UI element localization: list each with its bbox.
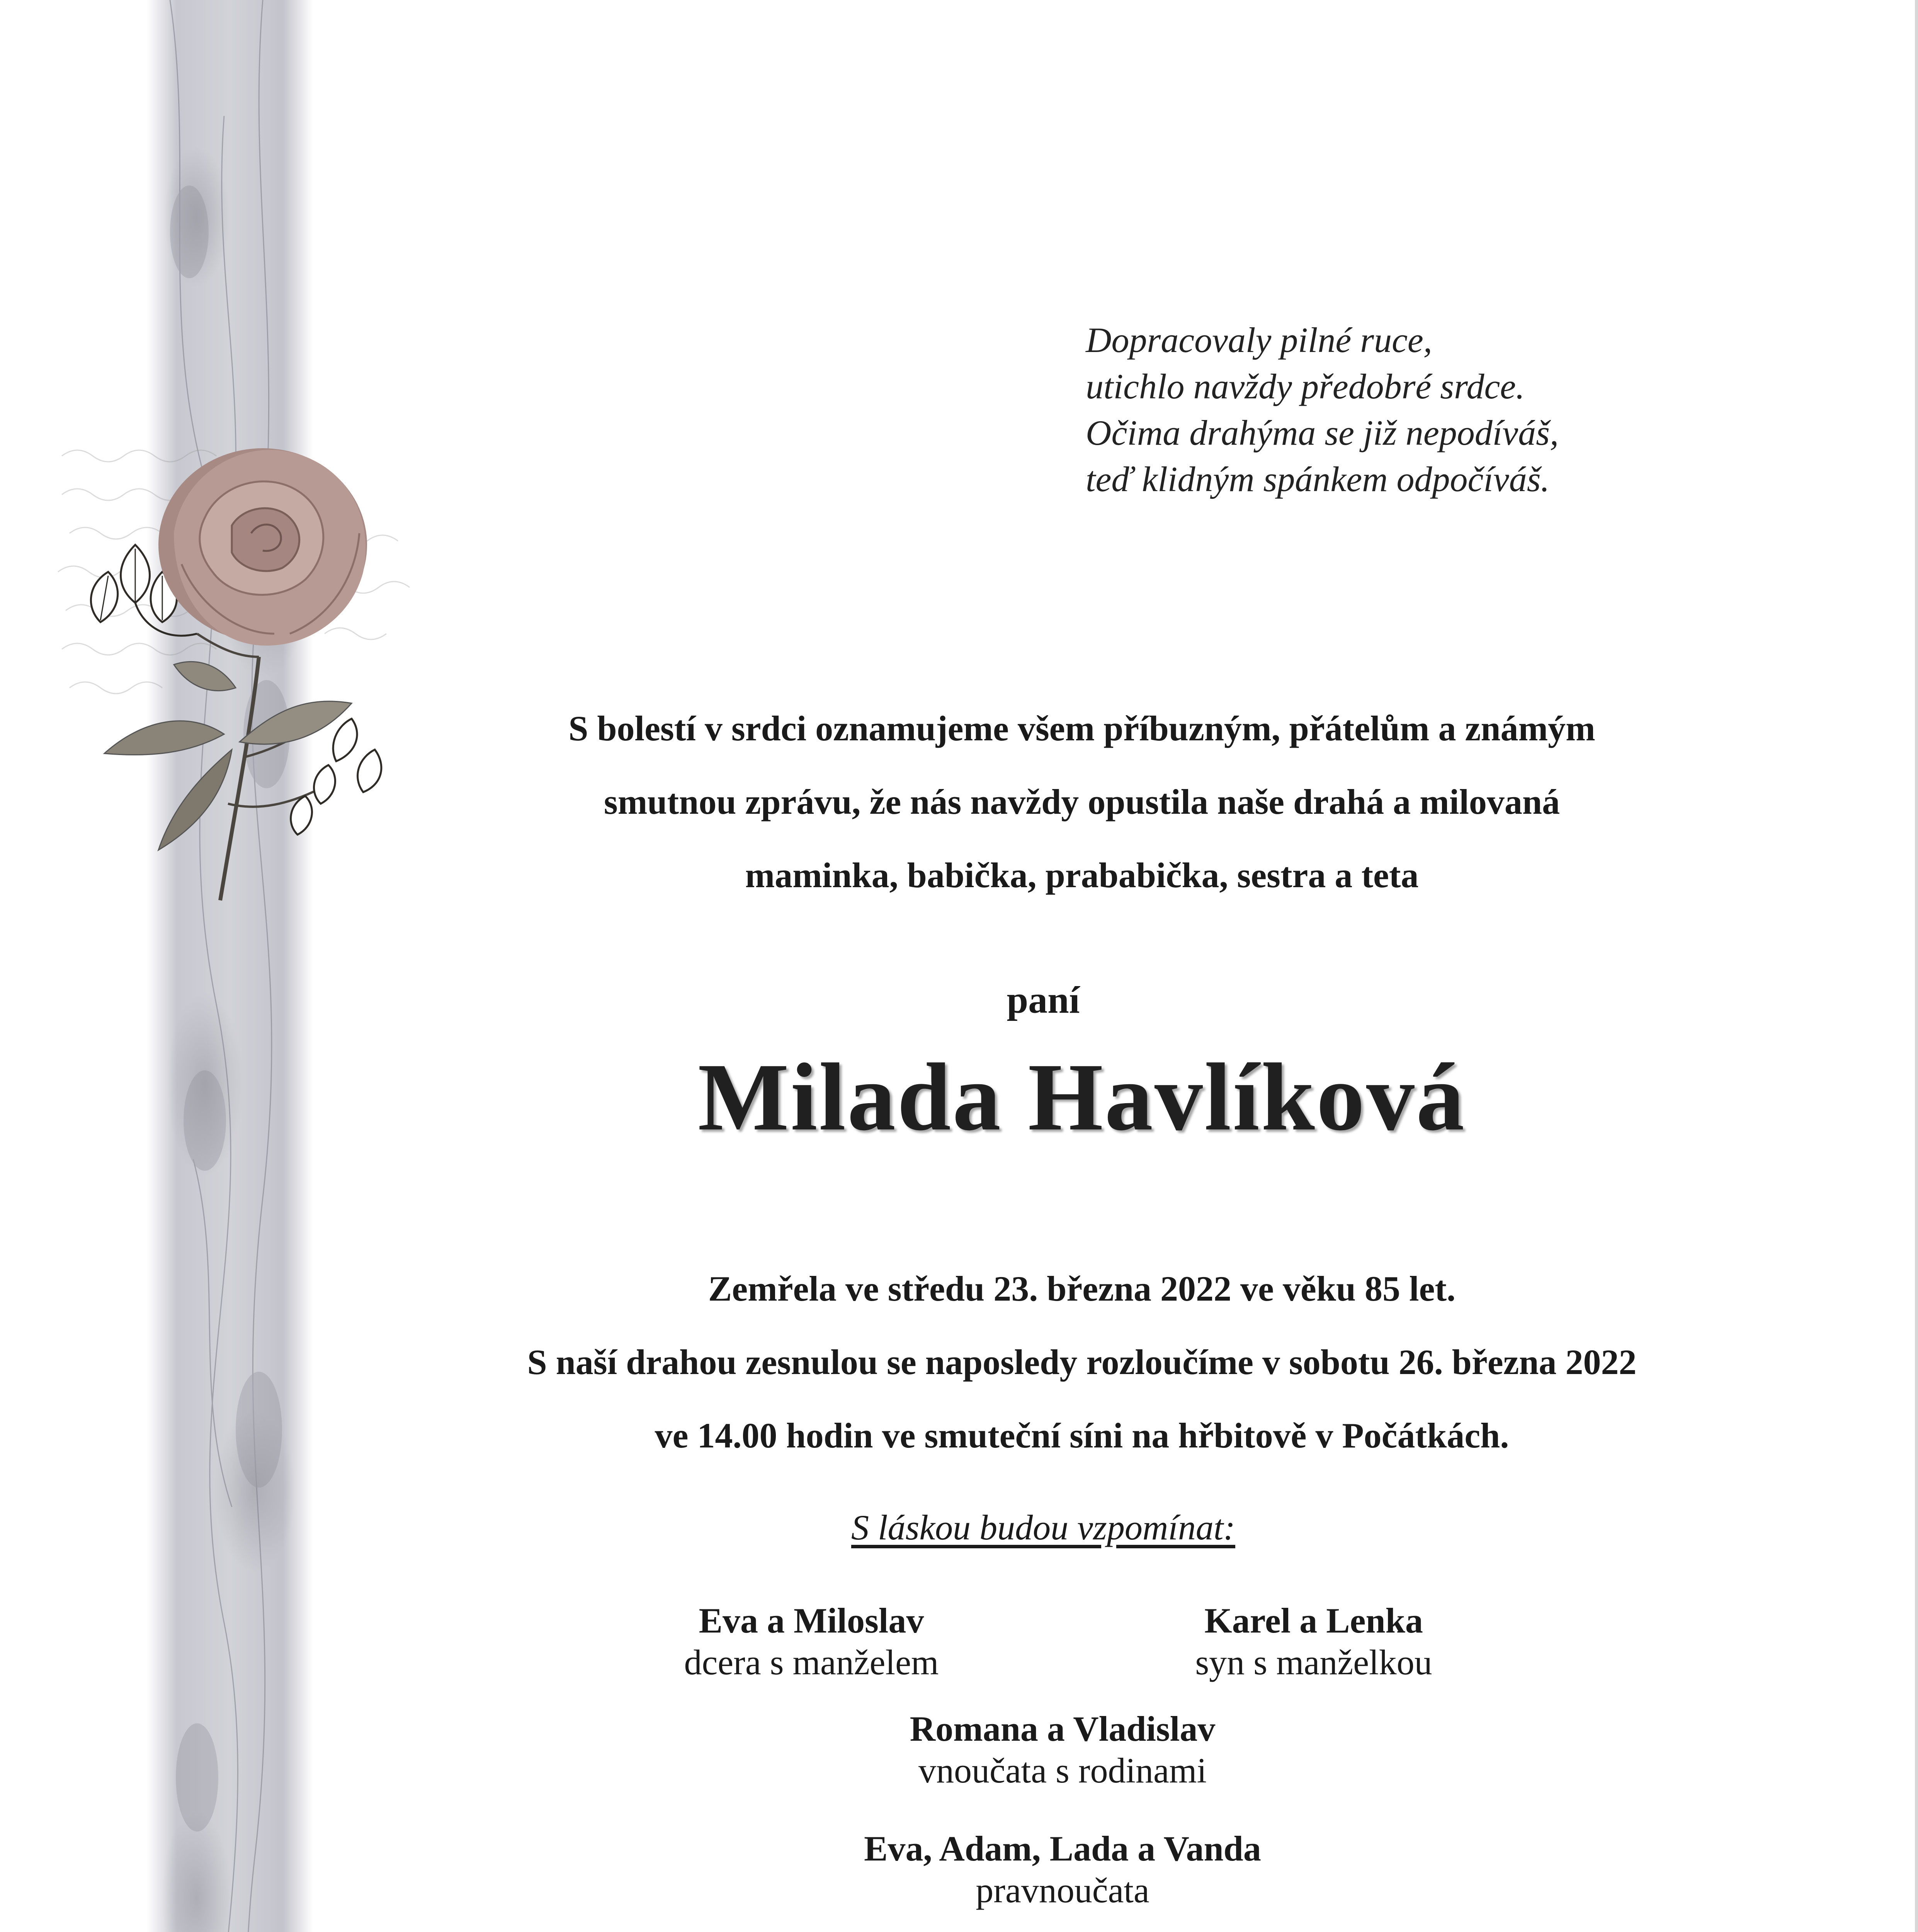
announcement-line: smutnou zprávu, že nás navždy opustila naše drahá a milovaná — [604, 782, 1560, 821]
marble-veins-decoration — [147, 0, 313, 1932]
poem-verse — [1086, 317, 1704, 502]
poem-line: Dopracovaly pilné ruce, — [1086, 320, 1432, 360]
mourner-name: Eva, Adam, Lada a Vanda — [864, 1829, 1261, 1868]
remember-heading: S láskou budou vzpomínat: — [851, 1508, 1236, 1547]
mourner-relation: dcera s manželem — [684, 1643, 939, 1682]
page-edge — [1915, 0, 1918, 1932]
poem-line: teď klidným spánkem odpočíváš. — [1086, 459, 1550, 499]
mourner-name: Romana a Vladislav — [910, 1709, 1216, 1748]
mourner-entry — [1043, 1600, 1584, 1683]
deceased-name: Milada Havlíková — [698, 1044, 1466, 1151]
poem-line: utichlo navždy předobré srdce. — [1086, 367, 1525, 406]
poem-line: Očima drahýma se již nepodíváš, — [1086, 413, 1559, 452]
announcement-text — [425, 692, 1739, 912]
details-line: Zemřela ve středu 23. března 2022 ve věku 85 let. — [708, 1269, 1456, 1308]
details-line: S naší drahou zesnulou se naposledy rozloučíme v sobotu 26. března 2022 — [527, 1342, 1637, 1382]
rose-icon — [58, 417, 444, 920]
mourner-relation: syn s manželkou — [1195, 1643, 1432, 1682]
mourner-entry — [792, 1828, 1333, 1911]
mourner-relation: vnoučata s rodinami — [918, 1751, 1207, 1790]
mourner-relation: pravnoučata — [976, 1871, 1149, 1910]
funeral-details — [348, 1252, 1816, 1472]
announcement-line: maminka, babička, prababička, sestra a teta — [745, 855, 1419, 895]
details-line: ve 14.00 hodin ve smuteční síni na hřbitově v Počátkách. — [655, 1416, 1509, 1455]
mourner-name: Eva a Miloslav — [699, 1601, 924, 1640]
mourner-entry — [792, 1708, 1333, 1791]
mourner-name: Karel a Lenka — [1204, 1601, 1423, 1640]
mourner-entry — [541, 1600, 1082, 1683]
title-prefix: paní — [1007, 978, 1080, 1021]
announcement-line: S bolestí v srdci oznamujeme všem příbuzným, přátelům a známým — [568, 709, 1595, 748]
